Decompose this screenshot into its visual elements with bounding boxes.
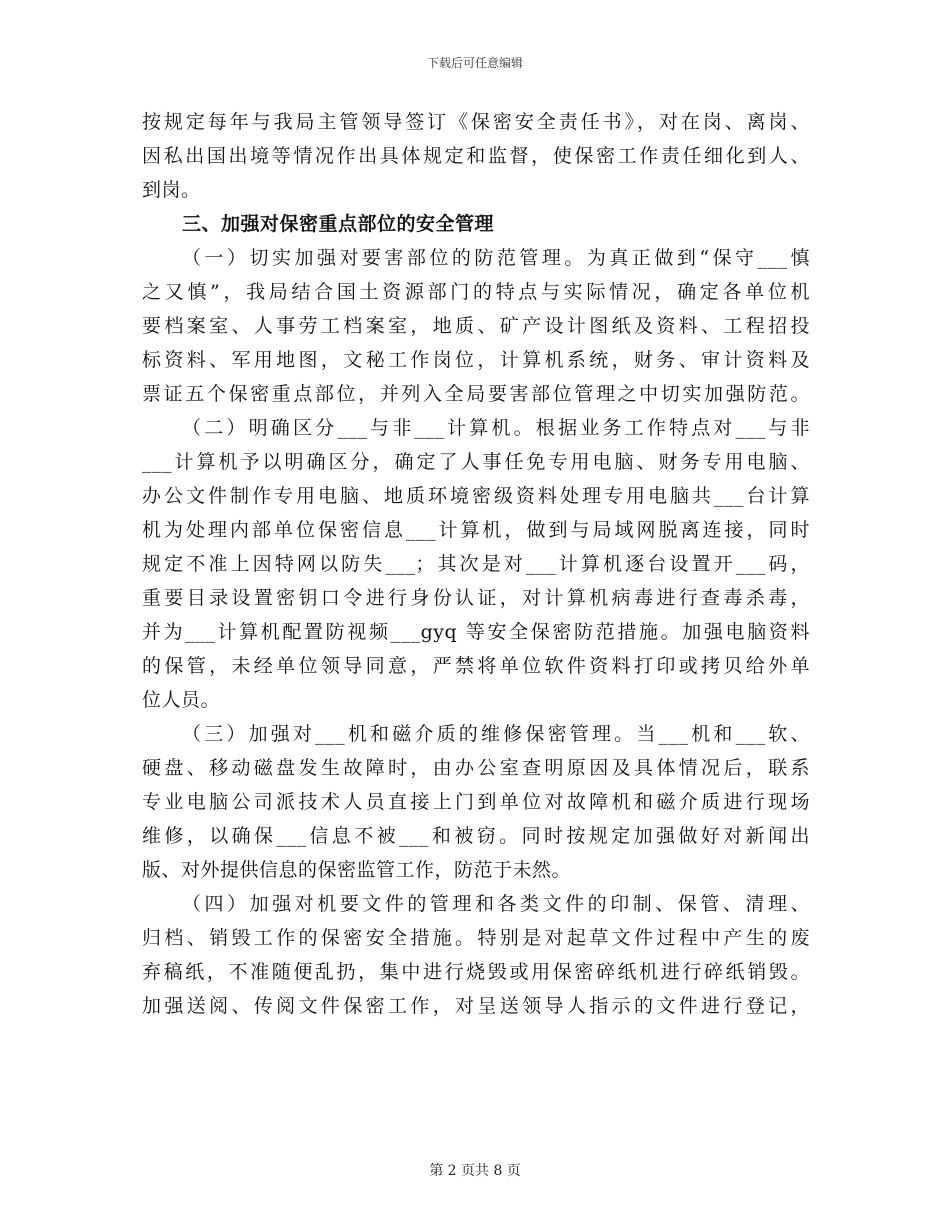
body-line: 办公文件制作专用电脑、地质环境密级资料处理专用电脑共___台计算 — [142, 485, 810, 507]
body-line: 规定不准上因特网以防失___；其次是对___计算机逐台设置开___码， — [142, 553, 810, 575]
body-line: （二）明确区分___与非___计算机。根据业务工作特点对___与非 — [182, 417, 810, 439]
page-footer: 第 2 页共 8 页 — [429, 1163, 521, 1179]
body-line: （一）切实加强对要害部位的防范管理。为真正做到“保守___慎 — [182, 247, 810, 269]
body-line: 的保管，未经单位领导同意，严禁将单位软件资料打印或拷贝给外单 — [142, 655, 810, 677]
body-line: 版、对外提供信息的保密监管工作，防范于未然。 — [142, 859, 572, 881]
body-line: 维修，以确保___信息不被___和被窃。同时按规定加强做好对新闻出 — [142, 825, 810, 847]
body-line: 加强送阅、传阅文件保密工作，对呈送领导人指示的文件进行登记， — [142, 995, 810, 1017]
body-line: 并为___计算机配置防视频___gyq 等安全保密防范措施。加强电脑资料 — [142, 621, 810, 643]
section-heading: 三、加强对保密重点部位的安全管理 — [182, 213, 495, 235]
page-header: 下载后可任意编辑 — [426, 56, 523, 70]
body-line: 位人员。 — [142, 689, 221, 711]
body-line: 归档、销毁工作的保密安全措施。特别是对起草文件过程中产生的废 — [142, 927, 810, 949]
body-line: 因私出国出境等情况作出具体规定和监督，使保密工作责任细化到人、 — [142, 145, 810, 167]
body-line: （三）加强对___机和磁介质的维修保密管理。当___机和___软、 — [182, 723, 810, 745]
body-line: 票证五个保密重点部位，并列入全局要害部位管理之中切实加强防范。 — [142, 383, 810, 405]
body-line: （四）加强对机要文件的管理和各类文件的印制、保管、清理、 — [182, 893, 810, 915]
body-line: 弃稿纸，不准随便乱扔，集中进行烧毁或用保密碎纸机进行碎纸销毁。 — [142, 961, 810, 983]
document-body — [142, 110, 810, 1028]
body-line: ___计算机予以明确区分，确定了人事任免专用电脑、财务专用电脑、 — [142, 451, 810, 473]
body-line: 标资料、军用地图，文秘工作岗位，计算机系统，财务、审计资料及 — [142, 349, 810, 371]
body-line: 重要目录设置密钥口令进行身份认证，对计算机病毒进行查毒杀毒， — [142, 587, 810, 609]
body-line: 硬盘、移动磁盘发生故障时，由办公室查明原因及具体情况后，联系 — [142, 757, 810, 779]
body-line: 到岗。 — [142, 179, 201, 201]
body-line: 之又慎”，我局结合国土资源部门的特点与实际情况，确定各单位机 — [142, 281, 810, 303]
body-line: 机为处理内部单位保密信息___计算机，做到与局域网脱离连接，同时 — [142, 519, 810, 541]
body-line: 按规定每年与我局主管领导签订《保密安全责任书》，对在岗、离岗、 — [142, 111, 810, 133]
body-line: 专业电脑公司派技术人员直接上门到单位对故障机和磁介质进行现场 — [142, 791, 810, 813]
body-line: 要档案室、人事劳工档案室，地质、矿产设计图纸及资料、工程招投 — [142, 315, 810, 337]
